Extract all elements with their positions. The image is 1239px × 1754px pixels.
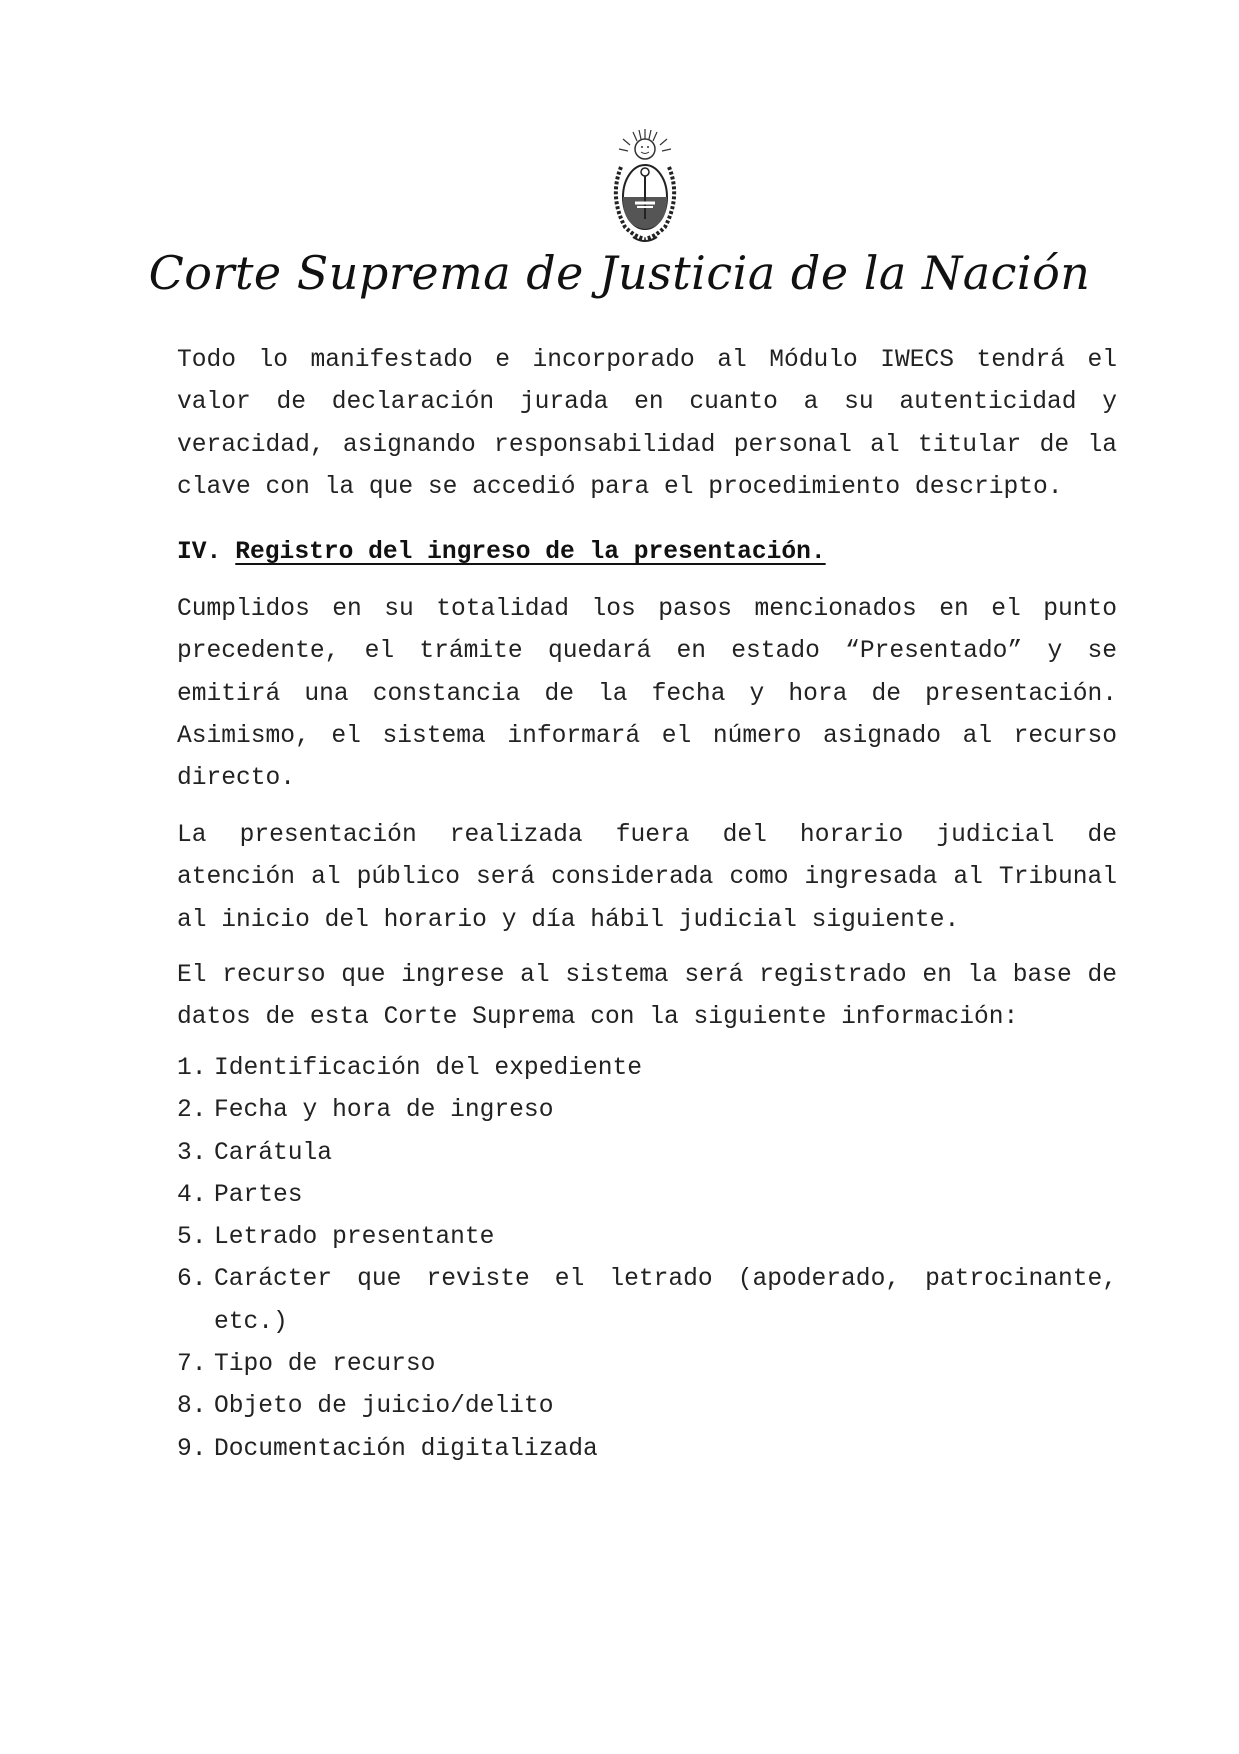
paragraph-declaracion-jurada: Todo lo manifestado e incorporado al Módulo IWECS tendrá el valor de declaración jurada en cuanto a su autenticidad y veracidad, asignando responsabilidad personal al titular de la clave con la que se accedió para el procedimiento descripto. [177,347,1117,501]
section-title: Registro del ingreso de la presentación. [235,539,826,566]
list-item-number: 4. [177,1181,207,1209]
list-item-text: Carátula [214,1139,333,1167]
information-list [177,1048,1117,1471]
section-heading [177,532,826,574]
list-item [177,1259,1117,1344]
list-item [177,1090,1117,1132]
coat-of-arms-icon [605,127,685,247]
paragraph-registro: El recurso que ingrese al sistema será registrado en la base de datos de esta Corte Suprema con la siguiente información: [177,962,1117,1032]
list-item [177,1344,1117,1386]
list-item-number: 5. [177,1224,207,1252]
paragraph-horario: La presentación realizada fuera del horario judicial de atención al público será considerada como ingresada al Tribunal al inicio del horario y día hábil judicial siguiente. [177,822,1117,934]
section-number: IV. [177,539,222,566]
list-item-text: Letrado presentante [214,1224,495,1252]
list-item-text: Objeto de juicio/delito [214,1393,554,1421]
list-item-number: 8. [177,1393,207,1421]
list-item-number: 2. [177,1097,207,1125]
list-item [177,1217,1117,1259]
list-item-text: Identificación del expediente [214,1055,643,1082]
court-name-header: Corte Suprema de Justicia de la Nación [148,246,1091,300]
list-item [177,1048,1117,1090]
list-item-number: 3. [177,1139,207,1167]
list-item-number: 7. [177,1351,207,1379]
list-item-number: 6. [177,1266,207,1294]
list-item [177,1429,1117,1471]
list-item-text: Fecha y hora de ingreso [214,1097,554,1125]
list-item-text: Partes [214,1181,303,1209]
list-item-number: 1. [177,1055,207,1082]
list-item-text: Documentación digitalizada [214,1435,598,1463]
list-item-number: 9. [177,1435,207,1463]
list-item [177,1133,1117,1175]
list-item [177,1175,1117,1217]
list-item-text: Tipo de recurso [214,1351,436,1379]
list-item [177,1386,1117,1428]
paragraph-presentado: Cumplidos en su totalidad los pasos mencionados en el punto precedente, el trámite quedará en estado “Presentado” y se emitirá una constancia de la fecha y hora de presentación. Asimismo, el sistema informará el número asignado al recurso directo. [177,596,1117,793]
list-item-text: Carácter que reviste el letrado (apoderado, patrocinante, etc.) [214,1266,1117,1336]
